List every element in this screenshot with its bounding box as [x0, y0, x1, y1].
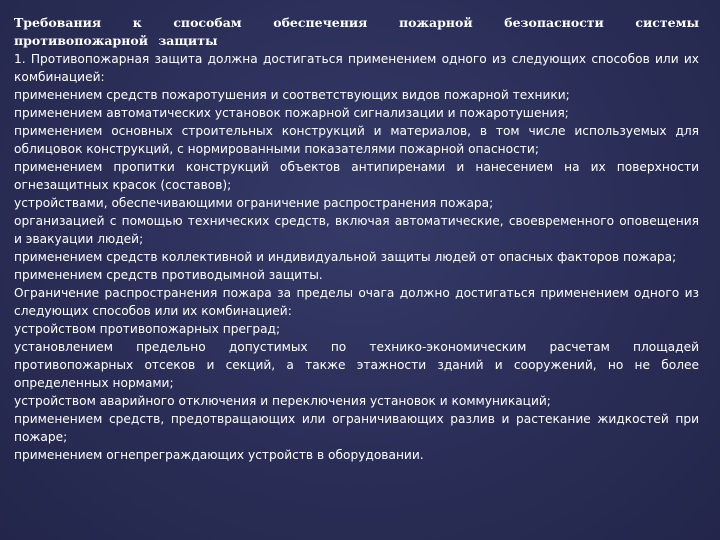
paragraph-12: установлением предельно допустимых по технико-экономическим расчетам площадей противопожарных отсеков и секций, а также этажности зданий и сооружений, но не более определенных нормами;	[14, 340, 699, 390]
paragraph-3: применением автоматических установок пожарной сигнализации и пожаротушения;	[14, 106, 569, 120]
paragraph-2: применением средств пожаротушения и соответствующих видов пожарной техники;	[14, 88, 570, 102]
paragraph-15: применением огнепреграждающих устройств в оборудовании.	[14, 448, 424, 462]
slide-content	[14, 14, 699, 464]
paragraph-11: устройством противопожарных преград;	[14, 322, 281, 336]
paragraph-5: применением пропитки конструкций объектов антипиренами и нанесением на их поверхности огнезащитных красок (составов);	[14, 160, 699, 192]
slide-title: Требования к способам обеспечения пожарной безопасности системы противопожарной защиты	[14, 15, 699, 48]
paragraph-9: применением средств противодымной защиты.	[14, 268, 323, 282]
paragraph-6: устройствами, обеспечивающими ограничение распространения пожара;	[14, 196, 494, 210]
paragraph-10: Ограничение распространения пожара за пределы очага должно достигаться применением одного из следующих способов или их комбинацией:	[14, 286, 699, 318]
paragraph-13: устройством аварийного отключения и переключения установок и коммуникаций;	[14, 394, 551, 408]
paragraph-14: применением средств, предотвращающих или ограничивающих разлив и растекание жидкостей при пожаре;	[14, 412, 699, 444]
paragraph-1: 1. Противопожарная защита должна достигаться применением одного из следующих способов или их комбинацией:	[14, 52, 699, 84]
paragraph-4: применением основных строительных конструкций и материалов, в том числе используемых для облицовок конструкций, с нормированными показателями пожарной опасности;	[14, 124, 699, 156]
paragraph-8: применением средств коллективной и индивидуальной защиты людей от опасных факторов пожара;	[14, 250, 677, 264]
paragraph-7: организацией с помощью технических средств, включая автоматические, своевременного оповещения и эвакуации людей;	[14, 214, 699, 246]
